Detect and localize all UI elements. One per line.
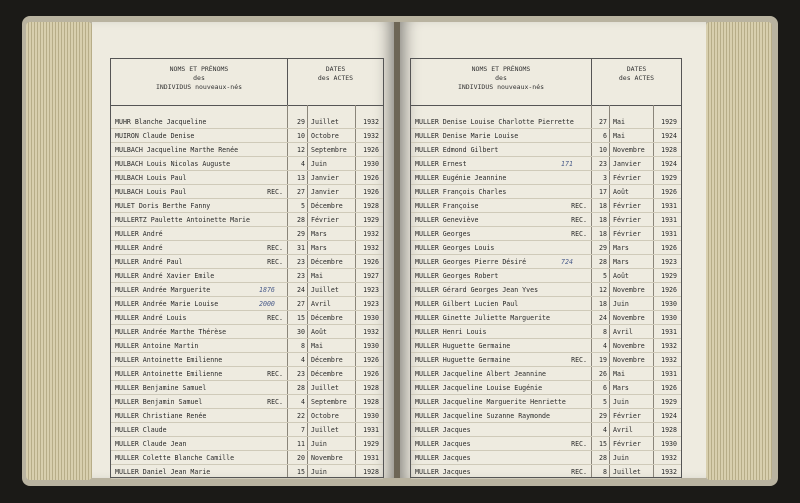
entry-rec-mark: REC. — [267, 314, 283, 322]
entry-year: 1930 — [661, 300, 677, 308]
entry-name: MULLER André Xavier Emile — [115, 272, 215, 280]
entry-name: MULLER Denise Louise Charlotte Pierrette — [415, 118, 574, 126]
names-header-line1: NOMS ET PRÉNOMS — [169, 65, 229, 73]
entry-day: 8 — [603, 328, 607, 336]
entry-name: MULLER Georges Pierre Désiré — [415, 258, 527, 266]
entry-month: Mars — [613, 258, 629, 266]
entry-name: MULLER Benjamin Samuel — [115, 398, 203, 406]
entry-name: MULBACH Louis Paul — [115, 174, 187, 182]
entry-name: MULLER Jacques — [415, 426, 471, 434]
register-row — [411, 423, 681, 437]
entry-year: 1929 — [363, 440, 379, 448]
entry-year: 1932 — [363, 230, 379, 238]
entry-year: 1932 — [363, 132, 379, 140]
entry-day: 26 — [599, 370, 607, 378]
entry-month: Mars — [311, 244, 327, 252]
register-row — [411, 213, 681, 227]
entry-year: 1931 — [363, 454, 379, 462]
entry-day: 23 — [599, 160, 607, 168]
register-row — [111, 185, 383, 199]
register-row — [411, 381, 681, 395]
entry-year: 1929 — [363, 216, 379, 224]
entry-month: Octobre — [311, 132, 339, 140]
entry-month: Février — [311, 216, 339, 224]
entry-day: 28 — [599, 454, 607, 462]
entry-month: Février — [613, 440, 641, 448]
entry-name: MULLER Jacqueline Albert Jeannine — [415, 370, 547, 378]
entry-name: MULLER Georges Robert — [415, 272, 499, 280]
entry-name: MULLER Françoise — [415, 202, 479, 210]
names-header-line2: des — [495, 74, 507, 82]
register-row — [411, 339, 681, 353]
entry-year: 1929 — [661, 118, 677, 126]
entry-name: MULLER Denise Marie Louise — [415, 132, 519, 140]
entry-month: Juillet — [311, 384, 339, 392]
register-row — [111, 283, 383, 297]
register-row — [111, 241, 383, 255]
entry-year: 1931 — [661, 370, 677, 378]
entry-rec-mark: REC. — [571, 468, 587, 476]
register-row — [111, 451, 383, 465]
entry-month: Janvier — [311, 174, 339, 182]
entry-year: 1923 — [363, 286, 379, 294]
register-row — [111, 213, 383, 227]
entry-year: 1930 — [363, 342, 379, 350]
entry-day: 15 — [297, 314, 305, 322]
register-row — [111, 465, 383, 479]
names-header-line3: INDIVIDUS nouveaux-nés — [457, 83, 545, 91]
names-header-line2: des — [193, 74, 205, 82]
entry-name: MULLER Gilbert Lucien Paul — [415, 300, 519, 308]
entry-day: 10 — [599, 146, 607, 154]
entry-month: Décembre — [311, 258, 343, 266]
entry-year: 1926 — [661, 384, 677, 392]
entry-rec-mark: REC. — [267, 188, 283, 196]
entry-name: MULLER Jacques — [415, 468, 471, 476]
entry-day: 31 — [297, 244, 305, 252]
entry-name: MULLER Daniel Jean Marie — [115, 468, 211, 476]
entry-month: Septembre — [311, 398, 347, 406]
entry-year: 1931 — [363, 426, 379, 434]
entry-month: Mars — [613, 384, 629, 392]
entry-day: 27 — [297, 188, 305, 196]
entry-year: 1926 — [661, 286, 677, 294]
names-header-line3: INDIVIDUS nouveaux-nés — [155, 83, 243, 91]
dates-column-header — [592, 65, 681, 83]
entry-name: MULLER André Louis — [115, 314, 187, 322]
entry-handwritten-note: 171 — [561, 160, 573, 168]
register-row — [411, 129, 681, 143]
entry-month: Janvier — [613, 160, 641, 168]
entry-rec-mark: REC. — [267, 398, 283, 406]
entry-rec-mark: REC. — [267, 244, 283, 252]
entry-day: 24 — [297, 286, 305, 294]
entry-month: Juin — [613, 398, 629, 406]
register-row — [411, 311, 681, 325]
entry-day: 4 — [603, 426, 607, 434]
entry-year: 1932 — [363, 244, 379, 252]
entry-year: 1923 — [661, 258, 677, 266]
register-row — [411, 409, 681, 423]
entry-day: 12 — [297, 146, 305, 154]
register-row — [411, 241, 681, 255]
entry-day: 7 — [301, 426, 305, 434]
dates-header-line1: DATES — [325, 65, 346, 73]
left-table-header — [111, 59, 383, 106]
entry-month: Novembre — [613, 356, 645, 364]
entry-year: 1931 — [661, 202, 677, 210]
entry-month: Mars — [311, 230, 327, 238]
entry-day: 5 — [301, 202, 305, 210]
entry-name: MULLER Georges Louis — [415, 244, 495, 252]
entry-month: Mai — [311, 342, 323, 350]
entry-day: 5 — [603, 398, 607, 406]
entry-month: Juin — [613, 454, 629, 462]
entry-month: Juin — [311, 468, 327, 476]
register-row — [411, 227, 681, 241]
entry-month: Décembre — [311, 314, 343, 322]
entry-day: 29 — [297, 230, 305, 238]
register-row — [411, 143, 681, 157]
right-register-table — [410, 58, 682, 478]
register-row — [411, 157, 681, 171]
entry-month: Décembre — [311, 356, 343, 364]
entry-name: MULBACH Louis Paul — [115, 188, 187, 196]
entry-day: 23 — [297, 370, 305, 378]
entry-name: MULLER Huguette Germaine — [415, 342, 511, 350]
entry-year: 1928 — [661, 146, 677, 154]
register-row — [111, 381, 383, 395]
left-page-edges — [26, 22, 92, 480]
entry-year: 1931 — [661, 216, 677, 224]
entry-month: Février — [613, 230, 641, 238]
entry-day: 6 — [603, 384, 607, 392]
entry-month: Février — [613, 202, 641, 210]
entry-rec-mark: REC. — [571, 356, 587, 364]
entry-day: 11 — [297, 440, 305, 448]
entry-name: MULLER Antoine Martin — [115, 342, 199, 350]
entry-day: 6 — [603, 132, 607, 140]
entry-month: Juin — [311, 440, 327, 448]
entry-day: 18 — [599, 202, 607, 210]
entry-year: 1923 — [363, 300, 379, 308]
entry-month: Février — [613, 412, 641, 420]
entry-month: Avril — [613, 328, 633, 336]
register-row — [411, 199, 681, 213]
register-row — [411, 451, 681, 465]
entry-name: MULBACH Louis Nicolas Auguste — [115, 160, 231, 168]
entry-name: MULLER Eugénie Jeannine — [415, 174, 507, 182]
register-row — [111, 311, 383, 325]
entry-name: MULLER Gérard Georges Jean Yves — [415, 286, 539, 294]
entry-year: 1928 — [661, 426, 677, 434]
register-row — [411, 283, 681, 297]
right-table-header — [411, 59, 681, 106]
entry-year: 1931 — [661, 230, 677, 238]
entry-month: Juillet — [613, 468, 641, 476]
entry-name: MULLER Antoinette Emilienne — [115, 356, 223, 364]
entry-month: Février — [613, 174, 641, 182]
entry-day: 4 — [301, 356, 305, 364]
entry-day: 28 — [599, 258, 607, 266]
entry-year: 1926 — [661, 188, 677, 196]
entry-day: 18 — [599, 216, 607, 224]
entry-day: 18 — [599, 300, 607, 308]
entry-month: Mai — [613, 132, 625, 140]
entry-name: MULLER Jacqueline Suzanne Raymonde — [415, 412, 550, 420]
entry-month: Septembre — [311, 146, 347, 154]
entry-name: MULLER Geneviève — [415, 216, 479, 224]
entry-handwritten-note: 1876 — [259, 286, 275, 294]
entry-day: 20 — [297, 454, 305, 462]
names-header-line1: NOMS ET PRÉNOMS — [471, 65, 531, 73]
entry-name: MULLER Ginette Juliette Marguerite — [415, 314, 550, 322]
entry-month: Décembre — [311, 370, 343, 378]
register-row — [411, 255, 681, 269]
entry-day: 4 — [603, 342, 607, 350]
entry-month: Mai — [613, 118, 625, 126]
entry-month: Août — [311, 328, 327, 336]
entry-year: 1926 — [363, 188, 379, 196]
entry-name: MULLER Ernest — [415, 160, 467, 168]
register-row — [411, 367, 681, 381]
names-column-header — [111, 65, 287, 92]
entry-name: MULLER Claude Jean — [115, 440, 187, 448]
register-row — [411, 395, 681, 409]
entry-name: MULLER Claude — [115, 426, 167, 434]
entry-year: 1926 — [363, 146, 379, 154]
entry-day: 8 — [603, 468, 607, 476]
entry-year: 1928 — [363, 384, 379, 392]
entry-day: 22 — [297, 412, 305, 420]
entry-name: MULLER Antoinette Emilienne — [115, 370, 223, 378]
entry-day: 23 — [297, 258, 305, 266]
entry-month: Juillet — [311, 118, 339, 126]
entry-day: 12 — [599, 286, 607, 294]
entry-year: 1932 — [661, 356, 677, 364]
entry-name: MULLER André — [115, 244, 163, 252]
entry-year: 1932 — [661, 454, 677, 462]
entry-day: 17 — [599, 188, 607, 196]
register-row — [111, 395, 383, 409]
entry-month: Janvier — [311, 188, 339, 196]
entry-month: Juillet — [311, 286, 339, 294]
entry-month: Décembre — [311, 202, 343, 210]
entry-month: Juin — [613, 300, 629, 308]
entry-day: 4 — [301, 160, 305, 168]
entry-year: 1932 — [661, 468, 677, 476]
entry-year: 1924 — [661, 160, 677, 168]
entry-name: MUHR Blanche Jacqueline — [115, 118, 207, 126]
entry-name: MULLER Georges — [415, 230, 471, 238]
entry-day: 29 — [297, 118, 305, 126]
entry-year: 1929 — [661, 272, 677, 280]
entry-name: MULLER Jacqueline Marguerite Henriette — [415, 398, 566, 406]
entry-rec-mark: REC. — [571, 216, 587, 224]
entry-year: 1928 — [363, 468, 379, 476]
entry-day: 28 — [297, 216, 305, 224]
entry-month: Octobre — [311, 412, 339, 420]
entry-day: 29 — [599, 412, 607, 420]
register-row — [411, 353, 681, 367]
entry-rec-mark: REC. — [267, 370, 283, 378]
entry-name: MULLER Colette Blanche Camille — [115, 454, 235, 462]
register-row — [411, 465, 681, 479]
entry-year: 1930 — [363, 314, 379, 322]
entry-day: 4 — [301, 398, 305, 406]
entry-year: 1928 — [363, 398, 379, 406]
register-row — [111, 227, 383, 241]
entry-day: 24 — [599, 314, 607, 322]
register-row — [111, 171, 383, 185]
register-row — [111, 367, 383, 381]
entry-year: 1932 — [661, 342, 677, 350]
entry-day: 27 — [599, 118, 607, 126]
register-row — [411, 269, 681, 283]
entry-name: MULLER Henri Louis — [415, 328, 487, 336]
entry-month: Mai — [613, 370, 625, 378]
entry-month: Avril — [311, 300, 331, 308]
register-row — [111, 437, 383, 451]
register-row — [411, 171, 681, 185]
register-row — [111, 325, 383, 339]
entry-month: Novembre — [613, 314, 645, 322]
register-row — [411, 115, 681, 129]
entry-name: MULLER Andrée Marguerite — [115, 286, 211, 294]
entry-month: Avril — [613, 426, 633, 434]
entry-month: Mars — [613, 244, 629, 252]
register-row — [111, 423, 383, 437]
register-row — [411, 297, 681, 311]
entry-day: 3 — [603, 174, 607, 182]
register-row — [111, 339, 383, 353]
register-row — [111, 199, 383, 213]
register-row — [111, 269, 383, 283]
register-row — [111, 255, 383, 269]
entry-day: 29 — [599, 244, 607, 252]
entry-day: 5 — [603, 272, 607, 280]
entry-day: 15 — [599, 440, 607, 448]
entry-year: 1930 — [363, 160, 379, 168]
entry-month: Février — [613, 216, 641, 224]
entry-name: MULLER Jacques — [415, 440, 471, 448]
entry-month: Juin — [311, 160, 327, 168]
dates-header-line1: DATES — [626, 65, 647, 73]
entry-day: 19 — [599, 356, 607, 364]
entry-handwritten-note: 2000 — [259, 300, 275, 308]
entry-month: Mai — [311, 272, 323, 280]
entry-rec-mark: REC. — [267, 258, 283, 266]
entry-month: Août — [613, 272, 629, 280]
entry-name: MULET Doris Berthe Fanny — [115, 202, 211, 210]
entry-name: MULLER Benjamine Samuel — [115, 384, 207, 392]
entry-day: 30 — [297, 328, 305, 336]
register-row — [411, 185, 681, 199]
entry-year: 1930 — [661, 314, 677, 322]
entry-year: 1929 — [661, 174, 677, 182]
entry-day: 13 — [297, 174, 305, 182]
entry-year: 1924 — [661, 412, 677, 420]
entry-year: 1926 — [363, 356, 379, 364]
register-row — [111, 353, 383, 367]
register-row — [111, 157, 383, 171]
entry-name: MULLERTZ Paulette Antoinette Marie — [115, 216, 250, 224]
register-row — [111, 409, 383, 423]
entry-handwritten-note: 724 — [561, 258, 573, 266]
entry-year: 1928 — [363, 202, 379, 210]
entry-name: MULLER André Paul — [115, 258, 183, 266]
right-page-edges — [706, 22, 772, 480]
entry-year: 1927 — [363, 272, 379, 280]
entry-year: 1926 — [363, 174, 379, 182]
entry-year: 1926 — [363, 258, 379, 266]
entry-day: 28 — [297, 384, 305, 392]
entry-name: MULLER Jacqueline Louise Eugénie — [415, 384, 543, 392]
entry-year: 1926 — [363, 370, 379, 378]
entry-name: MUIRON Claude Denise — [115, 132, 195, 140]
entry-year: 1930 — [363, 412, 379, 420]
entry-year: 1924 — [661, 132, 677, 140]
entry-rec-mark: REC. — [571, 202, 587, 210]
dates-header-line2: des ACTES — [317, 74, 354, 82]
entry-name: MULLER Christiane Renée — [115, 412, 207, 420]
entry-name: MULBACH Jacqueline Marthe Renée — [115, 146, 239, 154]
entry-year: 1932 — [363, 328, 379, 336]
entry-month: Août — [613, 188, 629, 196]
entry-year: 1926 — [661, 244, 677, 252]
register-row — [411, 325, 681, 339]
entry-name: MULLER Jacques — [415, 454, 471, 462]
entry-day: 10 — [297, 132, 305, 140]
entry-rec-mark: REC. — [571, 440, 587, 448]
entry-day: 8 — [301, 342, 305, 350]
entry-month: Novembre — [613, 286, 645, 294]
names-column-header — [411, 65, 591, 92]
entry-name: MULLER Andrée Marie Louise — [115, 300, 219, 308]
entry-rec-mark: REC. — [571, 230, 587, 238]
entry-month: Novembre — [613, 342, 645, 350]
entry-year: 1929 — [661, 398, 677, 406]
dates-header-line2: des ACTES — [618, 74, 655, 82]
register-row — [411, 437, 681, 451]
register-row — [111, 143, 383, 157]
entry-name: MULLER André — [115, 230, 163, 238]
entry-day: 23 — [297, 272, 305, 280]
dates-column-header — [288, 65, 383, 83]
left-register-table — [110, 58, 384, 478]
entry-year: 1932 — [363, 118, 379, 126]
left-page — [92, 22, 394, 478]
entry-name: MULLER Edmond Gilbert — [415, 146, 499, 154]
register-row — [111, 129, 383, 143]
entry-name: MULLER Andrée Marthe Thérèse — [115, 328, 227, 336]
entry-name: MULLER François Charles — [415, 188, 507, 196]
entry-month: Novembre — [613, 146, 645, 154]
entry-day: 27 — [297, 300, 305, 308]
entry-month: Novembre — [311, 454, 343, 462]
register-row — [111, 297, 383, 311]
entry-name: MULLER Huguette Germaine — [415, 356, 511, 364]
entry-month: Juillet — [311, 426, 339, 434]
entry-year: 1931 — [661, 328, 677, 336]
right-page — [400, 22, 706, 478]
entry-day: 18 — [599, 230, 607, 238]
entry-year: 1930 — [661, 440, 677, 448]
register-row — [111, 115, 383, 129]
entry-day: 15 — [297, 468, 305, 476]
